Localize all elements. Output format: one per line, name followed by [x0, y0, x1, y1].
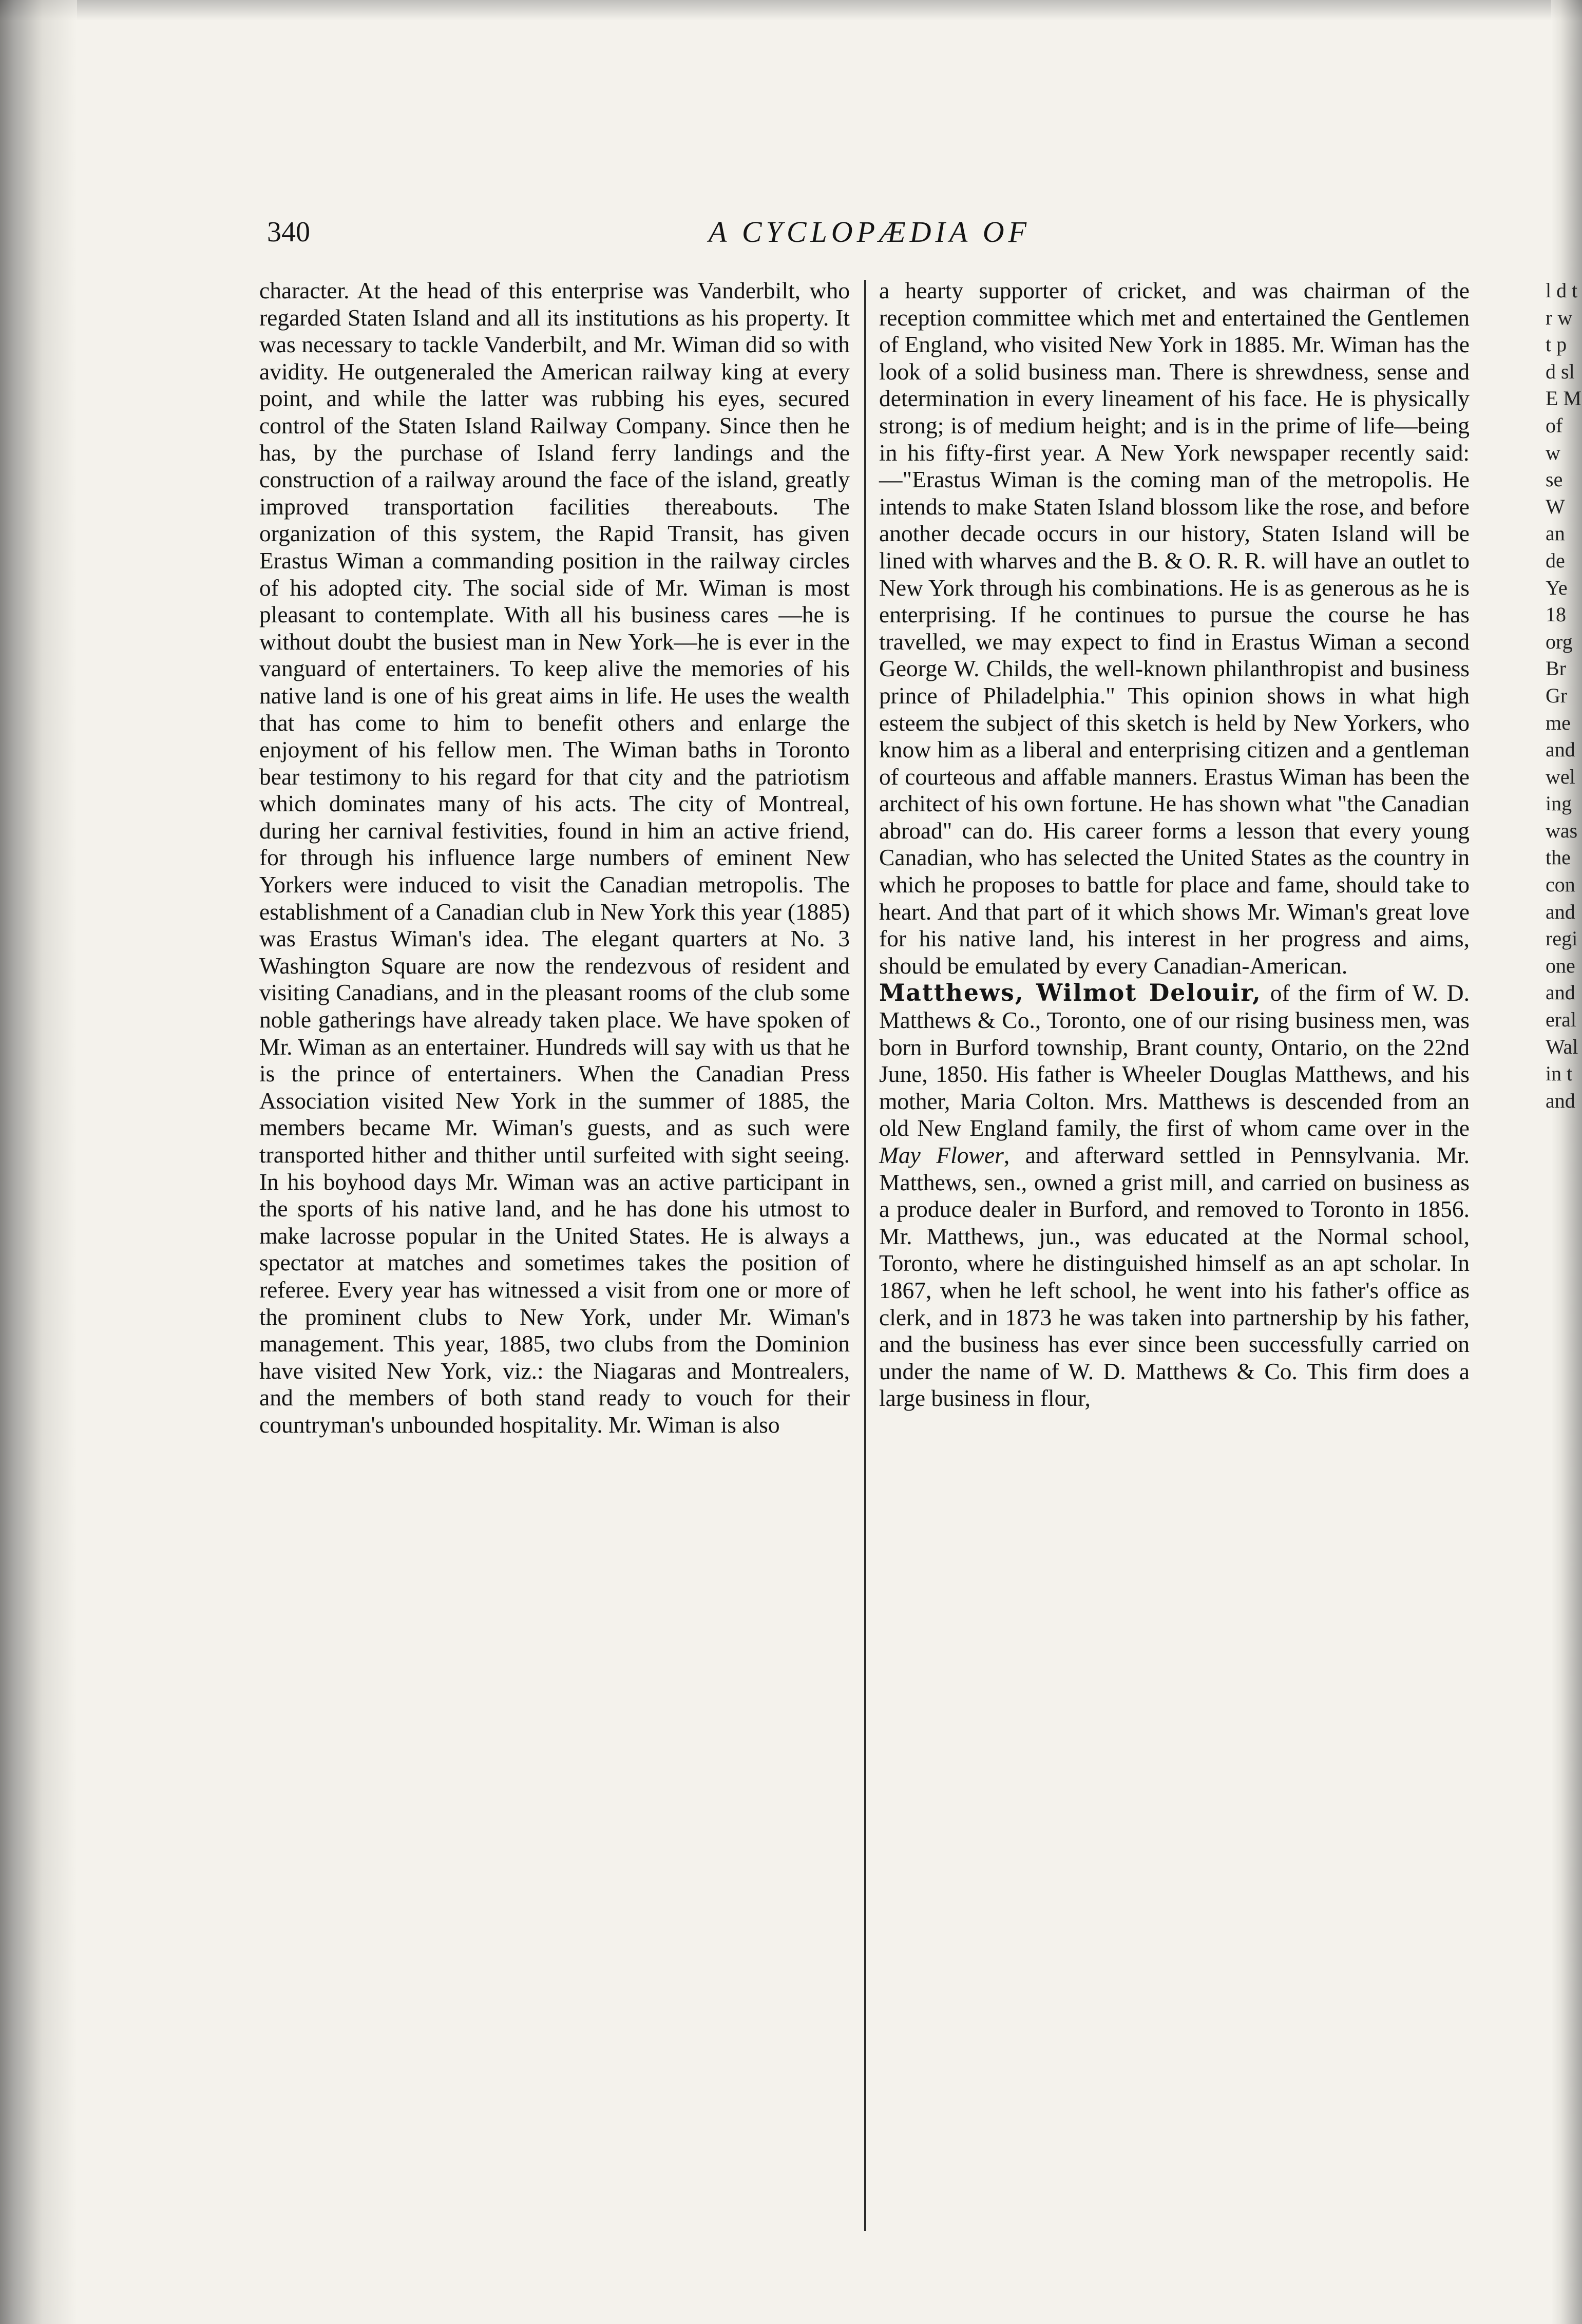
entry-text-part-1: of the firm of W. D. Matthews & Co., Toronto, one of our rising business men, was born in Burford township, Brant county, Ontario, on the 22nd June, 1850. His father is Wheeler Douglas Matthews, and his mother, Maria Colton. Mrs. Matthews is descended from an old New England family, the first of whom came over in the	[879, 980, 1470, 1141]
adjacent-page-fragments: l d t r w t p d sl E M of w se W an de Ye 18 org Br Gr me and wel ing was the con and regi one and eral Wal in t and	[1546, 279, 1581, 1112]
column-divider	[864, 280, 866, 2231]
entry-name: Matthews, Wilmot Delouir,	[879, 979, 1262, 1007]
running-title: A CYCLOPÆDIA OF	[709, 215, 1031, 249]
entry-italic-ship-name: May Flower	[879, 1142, 1004, 1168]
left-column-text: character. At the head of this enterprise was Vanderbilt, who regarded Staten Island and all its institutions as his property. It was necessary to tackle Vanderbilt, and Mr. Wiman did so with avidity. He outgeneraled the American railway king at every point, and while the latter was rubbing his eyes, secured control of the Staten Island Railway Company. Since then he has, by the purchase of Island ferry landings and the construction of a railway around the face of the island, greatly improved transportation facilities thereabouts. The organization of this system, the Rapid Transit, has given Erastus Wiman a commanding position in the railway circles of his adopted city. The social side of Mr. Wiman is most pleasant to contemplate. With all his business cares —he is without doubt the busiest man in New York—he is ever in the vanguard of entertainers. To keep alive the memories of his native land is one of his great aims in life. He uses the wealth that has come to him to benefit others and enlarge the enjoyment of his fellow men. The Wiman baths in Toronto bear testimony to his regard for that city and the patriotism which dominates many of his acts. The city of Montreal, during her carnival festivities, found in him an active friend, for through his influence large numbers of eminent New Yorkers were induced to visit the Canadian metropolis. The establishment of a Canadian club in New York this year (1885) was Erastus Wiman's idea. The elegant quarters at No. 3 Washington Square are now the rendezvous of resident and visiting Canadians, and in the pleasant rooms of the club some noble gatherings have already taken place. We have spoken of Mr. Wiman as an entertainer. Hundreds will say with us that he is the prince of entertainers. When the Canadian Press Association visited New York in the summer of 1885, the members became Mr. Wiman's guests, and as such were transported hither and thither until surfeited with sight seeing. In his boyhood days Mr. Wiman was an active participant in the sports of his native land, and he has done his utmost to make lacrosse popular in the United States. He is always a spectator at matches and sometimes takes the position of referee. Every year has witnessed a visit from one or more of the prominent clubs to New York, under Mr. Wiman's management. This year, 1885, two clubs from the Dominion have visited New York, viz.: the Niagaras and Montrealers, and the members of both stand ready to vouch for their countryman's unbounded hospitality. Mr. Wiman is also	[259, 277, 850, 1438]
running-head	[267, 212, 1571, 253]
page-gutter-shadow	[0, 0, 77, 2324]
left-column	[259, 277, 850, 1439]
page-number: 340	[267, 216, 310, 248]
page-top-edge	[0, 0, 1582, 21]
entry-text-part-2: , and afterward settled in Pennsylvania. Mr. Matthews, sen., owned a grist mill, and carried on business as a produce dealer in Burford, and removed to Toronto in 1856. Mr. Matthews, jun., was educated at the Normal school, Toronto, where he distinguished himself as an apt scholar. In 1867, when he left school, he went into his father's office as clerk, and in 1873 he was taken into partnership by his father, and the business has ever since been successfully carried on under the name of W. D. Matthews & Co. This firm does a large business in flour,	[879, 1142, 1470, 1412]
right-column	[879, 277, 1470, 1412]
biography-entry	[879, 979, 1470, 1412]
right-column-paragraph: a hearty supporter of cricket, and was chairman of the reception committee which met and entertained the Gentlemen of England, who visited New York in 1885. Mr. Wiman has the look of a solid business man. There is shrewdness, sense and determination in every lineament of his face. He is physically strong; is of medium height; and is in the prime of life—being in his fifty-first year. A New York newspaper recently said: —"Erastus Wiman is the coming man of the metropolis. He intends to make Staten Island blossom like the rose, and before another decade occurs in our history, Staten Island will be lined with wharves and the B. & O. R. R. will have an outlet to New York through his combinations. He is as generous as he is enterprising. If he continues to pursue the course he has travelled, we may expect to find in Erastus Wiman a second George W. Childs, the well-known philanthropist and business prince of Philadelphia." This opinion shows in what high esteem the subject of this sketch is held by New Yorkers, who know him as a liberal and enterprising citizen and a gentleman of courteous and affable manners. Erastus Wiman has been the architect of his own fortune. He has shown what "the Canadian abroad" can do. His career forms a lesson that every young Canadian, who has selected the United States as the country in which he proposes to battle for place and fame, should take to heart. And that part of it which shows Mr. Wiman's great love for his native land, his interest in her progress and aims, should be emulated by every Canadian-American.	[879, 277, 1470, 979]
